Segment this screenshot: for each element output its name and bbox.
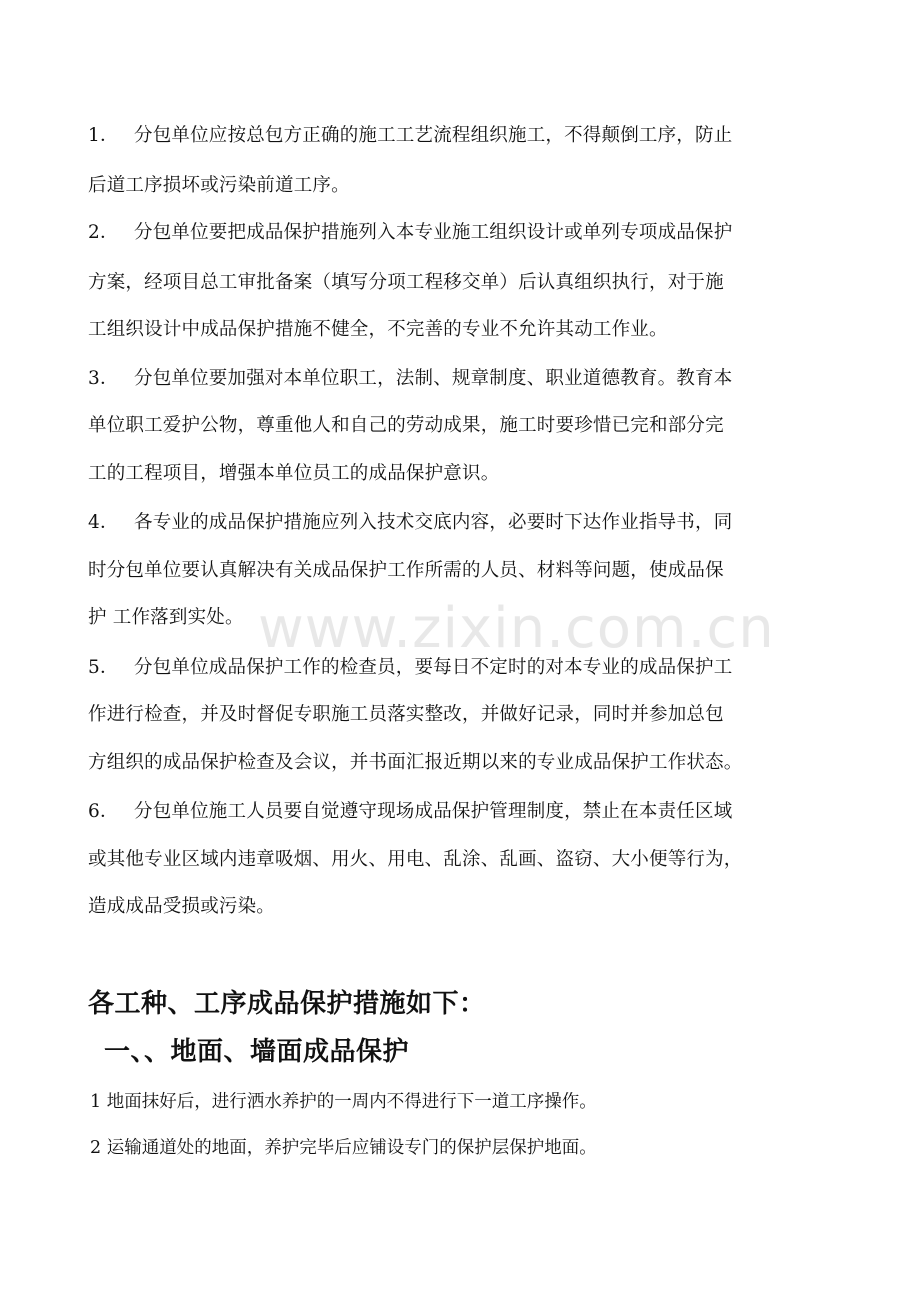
- item-6-line-2: [88, 848, 743, 872]
- item-number: 4．: [88, 512, 119, 533]
- item-3-line-3: [88, 462, 499, 486]
- item-text: 分包单位成品保护工作的检查员，要每日不定时的对本专业的成品保护工: [134, 657, 733, 678]
- item-number: 6．: [88, 801, 119, 822]
- item-1-line-2: [88, 174, 350, 198]
- item-2-line-3: [88, 318, 668, 342]
- item-4-line-1: [88, 511, 732, 535]
- item-2-line-2: [88, 271, 724, 295]
- item-text: 工的工程项目，增强本单位员工的成品保护意识。: [88, 463, 500, 484]
- sub-item-1: 1 地面抹好后，进行洒水养护的一周内不得进行下一道工序操作。: [90, 1092, 597, 1112]
- item-text: 方案，经项目总工审批备案（填写分项工程移交单）后认真组织执行，对于施: [88, 272, 724, 293]
- item-number: 5．: [88, 657, 119, 678]
- item-5-line-2: [88, 703, 724, 727]
- item-6-line-3: [88, 895, 275, 919]
- section-heading: 各工种、工序成品保护措施如下：: [88, 989, 486, 1019]
- item-5-line-3: [88, 751, 743, 775]
- item-text: 方组织的成品保护检查及会议，并书面汇报近期以来的专业成品保护工作状态。: [88, 752, 743, 773]
- item-text: 分包单位要把成品保护措施列入本专业施工组织设计或单列专项成品保护: [134, 222, 733, 243]
- subsection-heading: 一、、地面、墙面成品保护: [104, 1037, 410, 1067]
- watermark: www.zixin.com.cn: [258, 596, 775, 661]
- item-3-line-2: [88, 414, 724, 438]
- item-text: 各专业的成品保护措施应列入技术交底内容，必要时下达作业指导书，同: [134, 512, 733, 533]
- item-1-line-1: [88, 124, 732, 148]
- item-text: 时分包单位要认真解决有关成品保护工作所需的人员、材料等问题，使成品保: [88, 560, 724, 581]
- item-text: 工组织设计中成品保护措施不健全，不完善的专业不允许其动工作业。: [88, 319, 668, 340]
- item-4-line-2: [88, 559, 724, 583]
- item-2-line-1: [88, 221, 732, 245]
- item-6-line-1: [88, 800, 732, 824]
- item-4-line-3: [88, 606, 244, 630]
- item-text: 后道工序损坏或污染前道工序。: [88, 175, 350, 196]
- item-text: 单位职工爱护公物，尊重他人和自己的劳动成果，施工时要珍惜已完和部分完: [88, 415, 724, 436]
- item-text: 分包单位应按总包方正确的施工工艺流程组织施工，不得颠倒工序，防止: [134, 125, 733, 146]
- sub-item-2: 2 运输通道处的地面，养护完毕后应铺设专门的保护层保护地面。: [90, 1138, 597, 1158]
- item-number: 3．: [88, 368, 119, 389]
- item-number: 1．: [88, 125, 119, 146]
- item-text: 造成成品受损或污染。: [88, 896, 276, 917]
- item-3-line-1: [88, 367, 732, 391]
- item-number: 2．: [88, 222, 119, 243]
- item-text: 护 工作落到实处。: [88, 607, 244, 628]
- item-text: 分包单位施工人员要自觉遵守现场成品保护管理制度，禁止在本责任区域: [134, 801, 733, 822]
- item-text: 或其他专业区域内违章吸烟、用火、用电、乱涂、乱画、盗窃、大小便等行为，: [88, 849, 743, 870]
- item-text: 分包单位要加强对本单位职工，法制、规章制度、职业道德教育。教育本: [134, 368, 733, 389]
- item-text: 作进行检查，并及时督促专职施工员落实整改，并做好记录，同时并参加总包: [88, 704, 724, 725]
